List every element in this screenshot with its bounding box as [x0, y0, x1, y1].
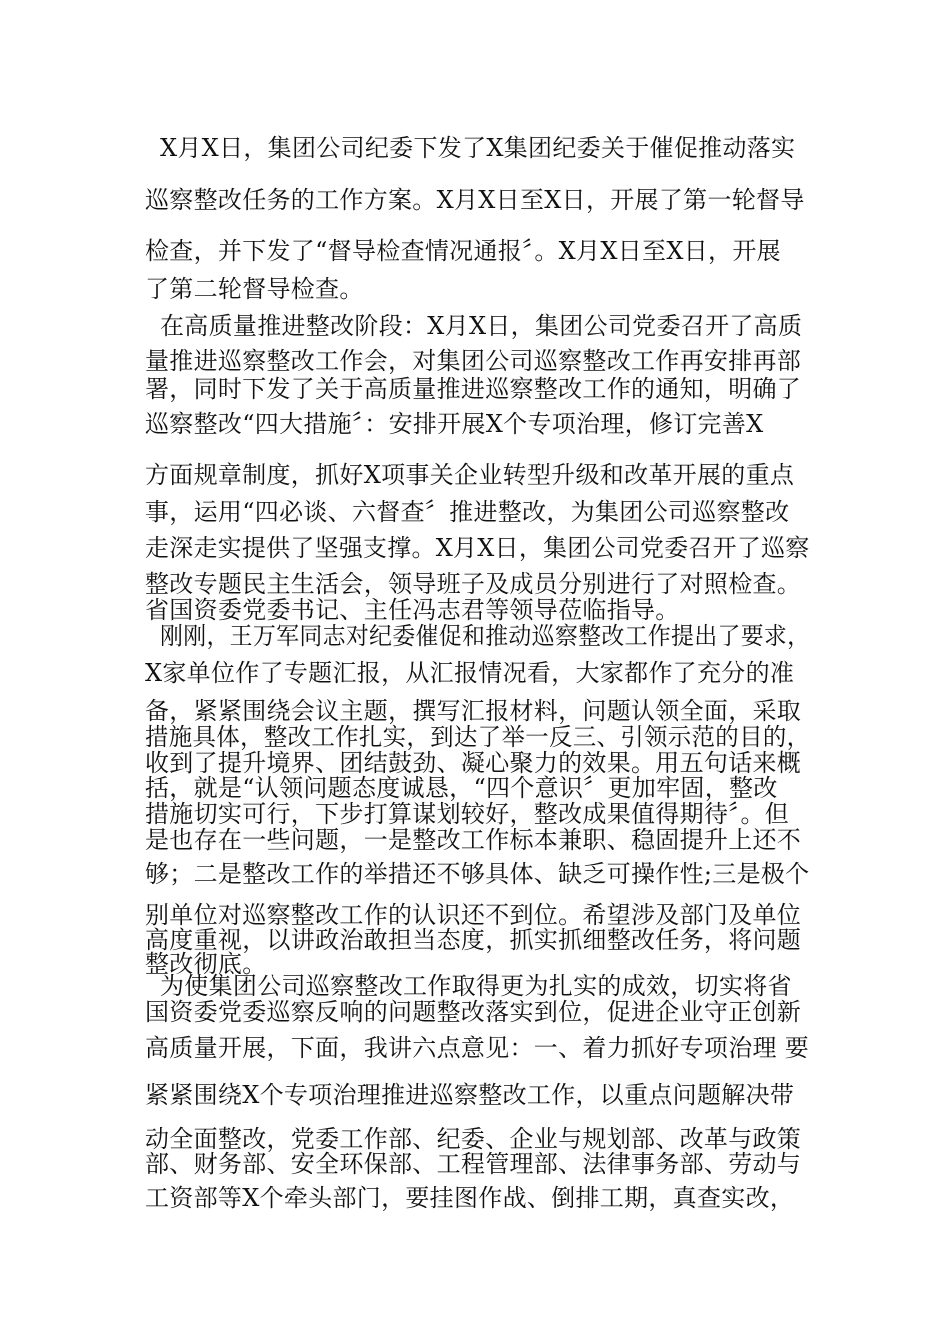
text-line: 是也存在一些问题，一是整改工作标本兼职、稳固提升上还不 [145, 826, 802, 854]
text-line: 事，运用“四必谈、六督查〞推进整改，为集团公司巡察整改 [145, 498, 790, 526]
text-line: 高度重视，以讲政治敢担当态度，抓实抓细整改任务，将问题 [145, 926, 802, 954]
text-line: 检查，并下发了“督导检查情况通报〞。X月X日至X日，开展 [145, 237, 781, 265]
text-line: 走深走实提供了坚强支撑。X月X日，集团公司党委召开了巡察 [145, 534, 810, 562]
text-line: 巡察整改任务的工作方案。X月X日至X日，开展了第一轮督导 [145, 186, 805, 214]
text-line: 措施具体，整改工作扎实，到达了举一反三、引领示范的目的， [145, 723, 811, 751]
text-line: 在高质量推进整改阶段：X月X日，集团公司党委召开了高质 [160, 312, 803, 340]
text-line: 工资部等X个牵头部门，要挂图作战、倒排工期，真查实改， [145, 1184, 795, 1212]
text-line: 括，就是“认领问题态度诚恳，“四个意识〞更加牢固，整改 [145, 774, 778, 802]
text-line: 动全面整改，党委工作部、纪委、企业与规划部、改革与政策 [145, 1125, 802, 1153]
text-line: 国资委党委巡察反响的问题整改落实到位，促进企业守正创新 [145, 998, 802, 1026]
text-line: 为使集团公司巡察整改工作取得更为扎实的成效，切实将省 [160, 972, 792, 1000]
text-line: 整改专题民主生活会，领导班子及成员分别进行了对照检查。 [145, 570, 802, 598]
text-line: 巡察整改“四大措施〞：安排开展X个专项治理，修订完善X [145, 410, 764, 438]
text-line: 部、财务部、安全环保部、工程管理部、法律事务部、劳动与 [145, 1150, 802, 1178]
text-line: 整改彻底。 [145, 950, 267, 978]
text-line: 备，紧紧围绕会议主题，撰写汇报材料，问题认领全面，采取 [145, 697, 802, 725]
text-line: 高质量开展，下面，我讲六点意见：一、着力抓好专项治理 要 [145, 1034, 810, 1062]
text-line: 收到了提升境界、团结鼓劲、凝心聚力的效果。用五句话来概 [145, 749, 802, 777]
text-line: 刚刚，王万军同志对纪委催促和推动巡察整改工作提出了要求， [160, 622, 811, 650]
text-line: 别单位对巡察整改工作的认识还不到位。希望涉及部门及单位 [145, 901, 802, 929]
text-line: 了第二轮督导检查。 [145, 275, 364, 303]
text-line: X家单位作了专题汇报，从汇报情况看，大家都作了充分的准 [145, 659, 795, 687]
text-line: X月X日，集团公司纪委下发了X集团纪委关于催促推动落实 [160, 134, 796, 162]
text-line: 署，同时下发了关于高质量推进巡察整改工作的通知，明确了 [145, 375, 802, 403]
text-line: 方面规章制度，抓好X项事关企业转型升级和改革开展的重点 [145, 461, 795, 489]
text-line: 紧紧围绕X个专项治理推进巡察整改工作，以重点问题解决带 [145, 1081, 795, 1109]
text-line: 省国资委党委书记、主任冯志君等领导莅临指导。 [145, 596, 680, 624]
text-line: 措施切实可行，下步打算谋划较好，整改成果值得期待〞。但 [145, 800, 790, 828]
text-line: 够；二是整改工作的举措还不够具体、缺乏可操作性;三是极个 [145, 860, 810, 888]
text-line: 量推进巡察整改工作会，对集团公司巡察整改工作再安排再部 [145, 347, 802, 375]
